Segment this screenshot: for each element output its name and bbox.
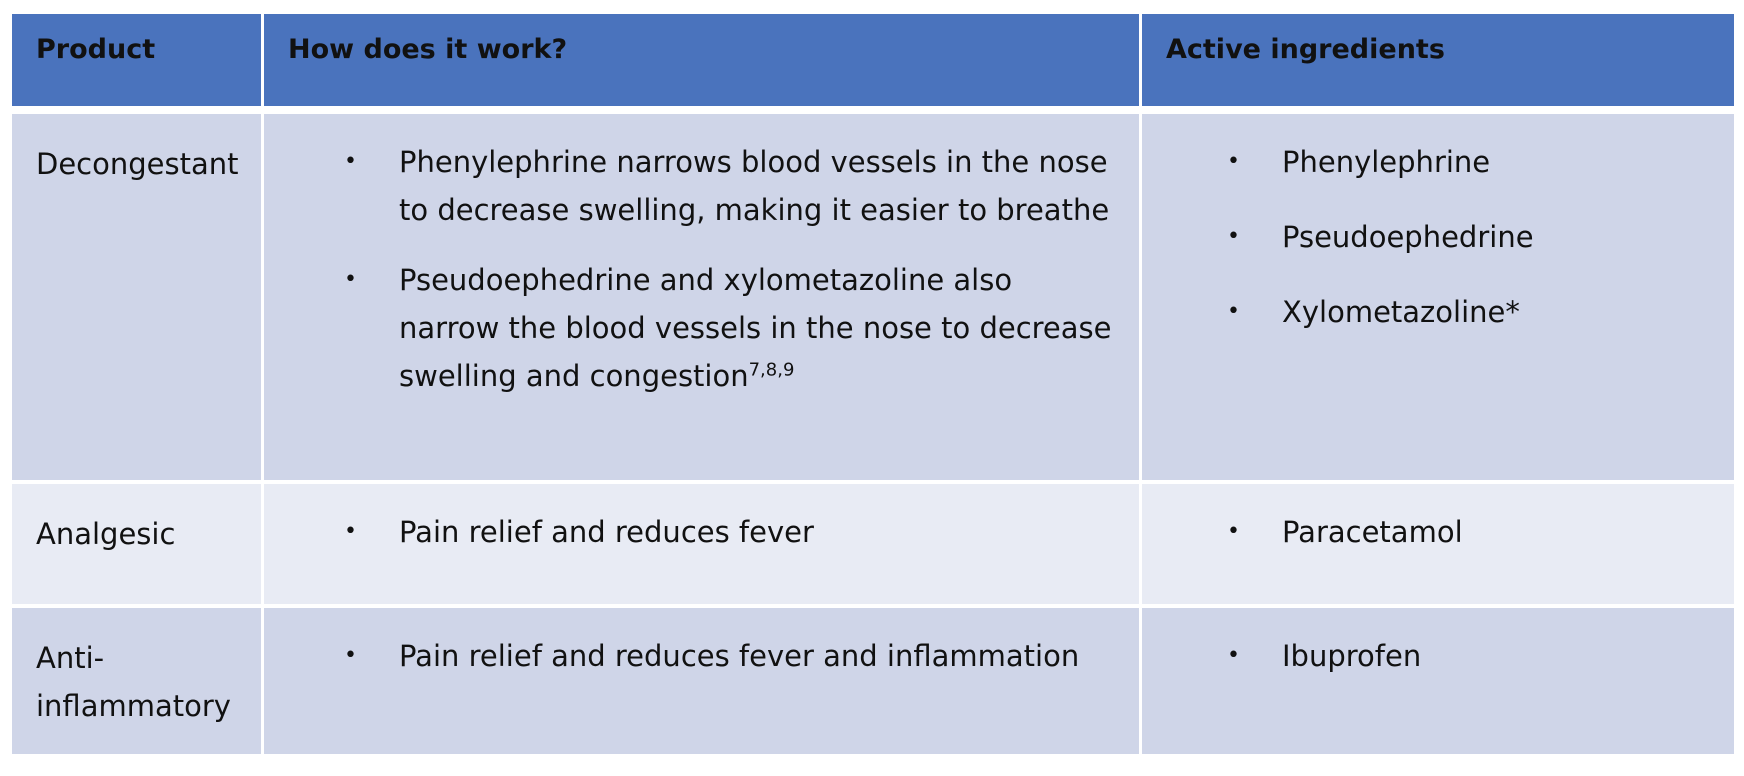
citation-superscript: 7,8,9 (748, 359, 795, 381)
list-item (344, 138, 1119, 234)
how-list (344, 632, 1119, 702)
how-text: Pseudoephedrine and xylometazoline also narrow the blood vessels in the nose to decrease swelling and congestion (399, 263, 1112, 393)
list-item (1227, 138, 1702, 186)
list-item (1227, 213, 1702, 261)
bullet-icon: • (344, 149, 357, 174)
header-product: Product (36, 34, 156, 65)
active-list (1227, 632, 1702, 707)
active-cell (1142, 114, 1734, 484)
active-list (1227, 138, 1702, 363)
header-cell-how (264, 14, 1142, 114)
product-cell (12, 608, 264, 758)
active-cell (1142, 608, 1734, 758)
product-name: Analgesic (36, 517, 176, 551)
bullet-icon: • (1227, 224, 1240, 249)
ingredient-text: Phenylephrine (1282, 145, 1491, 179)
how-cell (264, 608, 1142, 758)
how-list (344, 508, 1119, 578)
product-name: Anti-inflammatory (36, 641, 231, 723)
how-list (344, 138, 1119, 422)
header-how: How does it work? (288, 34, 568, 65)
ingredient-text: Xylometazoline* (1282, 295, 1520, 329)
comparison-table (12, 14, 1734, 758)
how-cell (264, 114, 1142, 484)
header-cell-product (12, 14, 264, 114)
ingredient-text: Pseudoephedrine (1282, 220, 1534, 254)
bullet-icon: • (1227, 149, 1240, 174)
list-item (344, 632, 1119, 680)
header-active: Active ingredients (1166, 34, 1445, 65)
how-text: Pain relief and reduces fever and inflammation (399, 639, 1080, 673)
bullet-icon: • (1227, 519, 1240, 544)
list-item (344, 256, 1119, 400)
active-list (1227, 508, 1702, 583)
ingredient-text: Paracetamol (1282, 515, 1463, 549)
list-item (1227, 508, 1702, 556)
list-item (344, 508, 1119, 556)
bullet-icon: • (344, 519, 357, 544)
list-item (1227, 288, 1702, 336)
product-cell (12, 114, 264, 484)
header-cell-active (1142, 14, 1734, 114)
bullet-icon: • (1227, 643, 1240, 668)
how-text: Pain relief and reduces fever (399, 515, 814, 549)
ingredient-text: Ibuprofen (1282, 639, 1422, 673)
active-cell (1142, 484, 1734, 608)
bullet-icon: • (344, 643, 357, 668)
how-cell (264, 484, 1142, 608)
bullet-icon: • (344, 267, 357, 292)
bullet-icon: • (1227, 299, 1240, 324)
product-name: Decongestant (36, 147, 239, 181)
product-cell (12, 484, 264, 608)
list-item (1227, 632, 1702, 680)
how-text: Phenylephrine narrows blood vessels in the nose to decrease swelling, making it easier to breathe (399, 145, 1110, 227)
